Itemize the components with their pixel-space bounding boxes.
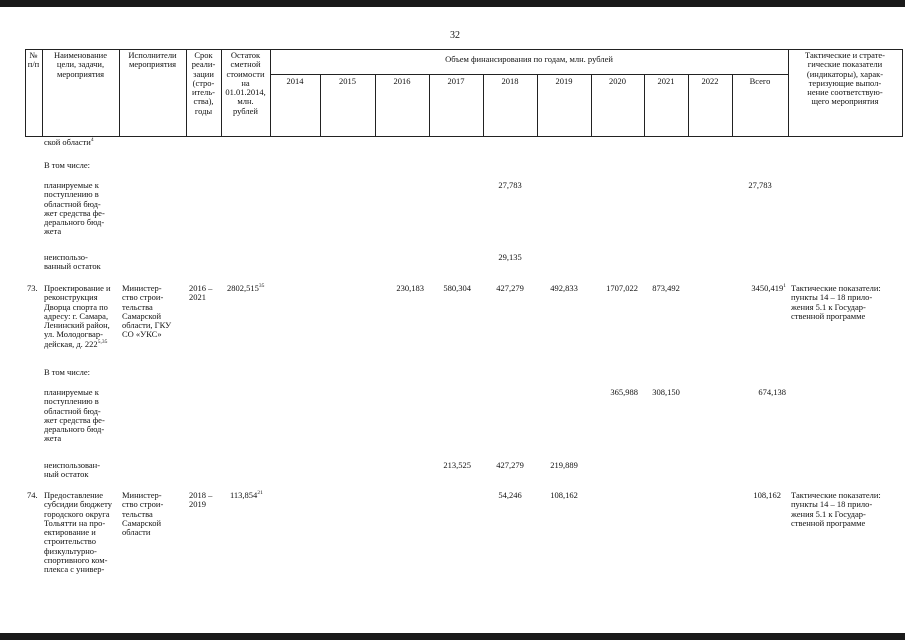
row-74-number: 74. bbox=[27, 490, 38, 500]
row-73-indicators: Тактические показатели: пункты 14 – 18 прило- жения 5.1 к Государ- ственной программе bbox=[791, 283, 881, 321]
row-73-total: 3450,419$^1$ bbox=[751, 283, 786, 293]
planned2-2021-value: 308,150 bbox=[652, 387, 680, 397]
planned1-total-value: 27,783 bbox=[748, 180, 772, 190]
unused1-2018-value: 29,135 bbox=[498, 252, 522, 262]
year-label: 2017 bbox=[447, 76, 465, 86]
row-73-balance: 2802,515$^{35}$ bbox=[227, 283, 265, 293]
row-73-number: 73. bbox=[27, 283, 38, 293]
row-73-2019: 492,833 bbox=[550, 283, 578, 293]
row-74-executors: Министер- ство строи- тельства Самарской области bbox=[122, 490, 164, 538]
unused2-2017-value: 213,525 bbox=[443, 460, 471, 470]
row-74-2019: 108,162 bbox=[550, 490, 578, 500]
planned-federal-label: планируемые к поступлению в областной бюд- жет средства фе- дерального бюд- жета bbox=[44, 180, 105, 237]
page-number: 32 bbox=[450, 30, 460, 41]
planned1-2018-value: 27,783 bbox=[498, 180, 522, 190]
year-label: 2020 bbox=[609, 76, 626, 86]
year-label: 2014 bbox=[286, 76, 304, 86]
header-col-executors: Исполнители мероприятия bbox=[128, 50, 177, 70]
header-col-term: Срок реали- зации (стро- итель- ства), годы bbox=[191, 50, 216, 116]
row-74-indicators: Тактические показатели: пункты 14 – 18 прило- жения 5.1 к Государ- ственной программе bbox=[791, 490, 881, 528]
row-73-2016: 230,183 bbox=[396, 283, 424, 293]
year-label: 2016 bbox=[393, 76, 411, 86]
unused-balance-label: неиспользо- ванный остаток bbox=[44, 252, 101, 272]
row-74-2018: 54,246 bbox=[498, 490, 522, 500]
row-73-name: Проектирование и реконструкция Дворца спорта по адресу: г. Самара, Ленинский район, ул. Молодогвар- дейская, д. 222$^{5,35}$ bbox=[44, 283, 111, 349]
including-label: В том числе: bbox=[44, 367, 90, 377]
year-label-total: Всего bbox=[749, 76, 771, 86]
row-73-2020: 1707,022 bbox=[606, 283, 638, 293]
header-col-indicators: Тактические и страте- гические показатели (индикаторы), харак- теризующие выпол- нение соответствую- щего мероприятия bbox=[804, 50, 886, 107]
row-73-term: 2016 – 2021 bbox=[189, 283, 213, 303]
year-label: 2015 bbox=[339, 76, 356, 86]
year-label: 2022 bbox=[701, 76, 719, 86]
cont-item-name: ской области$^4$ bbox=[44, 137, 94, 147]
header-col-balance: Остаток сметной стоимости на 01.01.2014, млн. рублей bbox=[225, 50, 266, 116]
scan-bottom-border bbox=[0, 633, 905, 640]
year-label: 2018 bbox=[501, 76, 519, 86]
row-74-total: 108,162 bbox=[753, 490, 781, 500]
row-73-2017: 580,304 bbox=[443, 283, 471, 293]
header-col-number: № п/п bbox=[27, 50, 40, 70]
planned2-total-value: 674,138 bbox=[758, 387, 786, 397]
year-label: 2021 bbox=[657, 76, 675, 86]
header-financing-title: Объем финансирования по годам, млн. рублей bbox=[445, 54, 613, 64]
unused2-2019-value: 219,889 bbox=[550, 460, 578, 470]
row-74-name: Предоставление субсидии бюджету городского округа Тольятти на про- ектирование и строительство физкультурно- спортивного ком- плекса с универ- bbox=[44, 490, 112, 575]
row-74-term: 2018 – 2019 bbox=[189, 490, 213, 510]
unused-balance-label: неиспользован- ный остаток bbox=[44, 460, 101, 480]
row-74-balance: 113,854$^{21}$ bbox=[230, 490, 263, 500]
scan-top-border bbox=[0, 0, 905, 7]
row-73-executors: Министер- ство строи- тельства Самарской области, ГКУ СО «УКС» bbox=[122, 283, 172, 340]
row-73-2021: 873,492 bbox=[652, 283, 680, 293]
planned-federal-label: планируемые к поступлению в областной бюд- жет средства фе- дерального бюд- жета bbox=[44, 387, 105, 444]
header-col-name: Наименование цели, задачи, мероприятия bbox=[54, 50, 107, 79]
row-73-2018: 427,279 bbox=[496, 283, 524, 293]
unused2-2018-value: 427,279 bbox=[496, 460, 524, 470]
year-label: 2019 bbox=[555, 76, 573, 86]
planned2-2020-value: 365,988 bbox=[610, 387, 638, 397]
including-label: В том числе: bbox=[44, 160, 90, 170]
